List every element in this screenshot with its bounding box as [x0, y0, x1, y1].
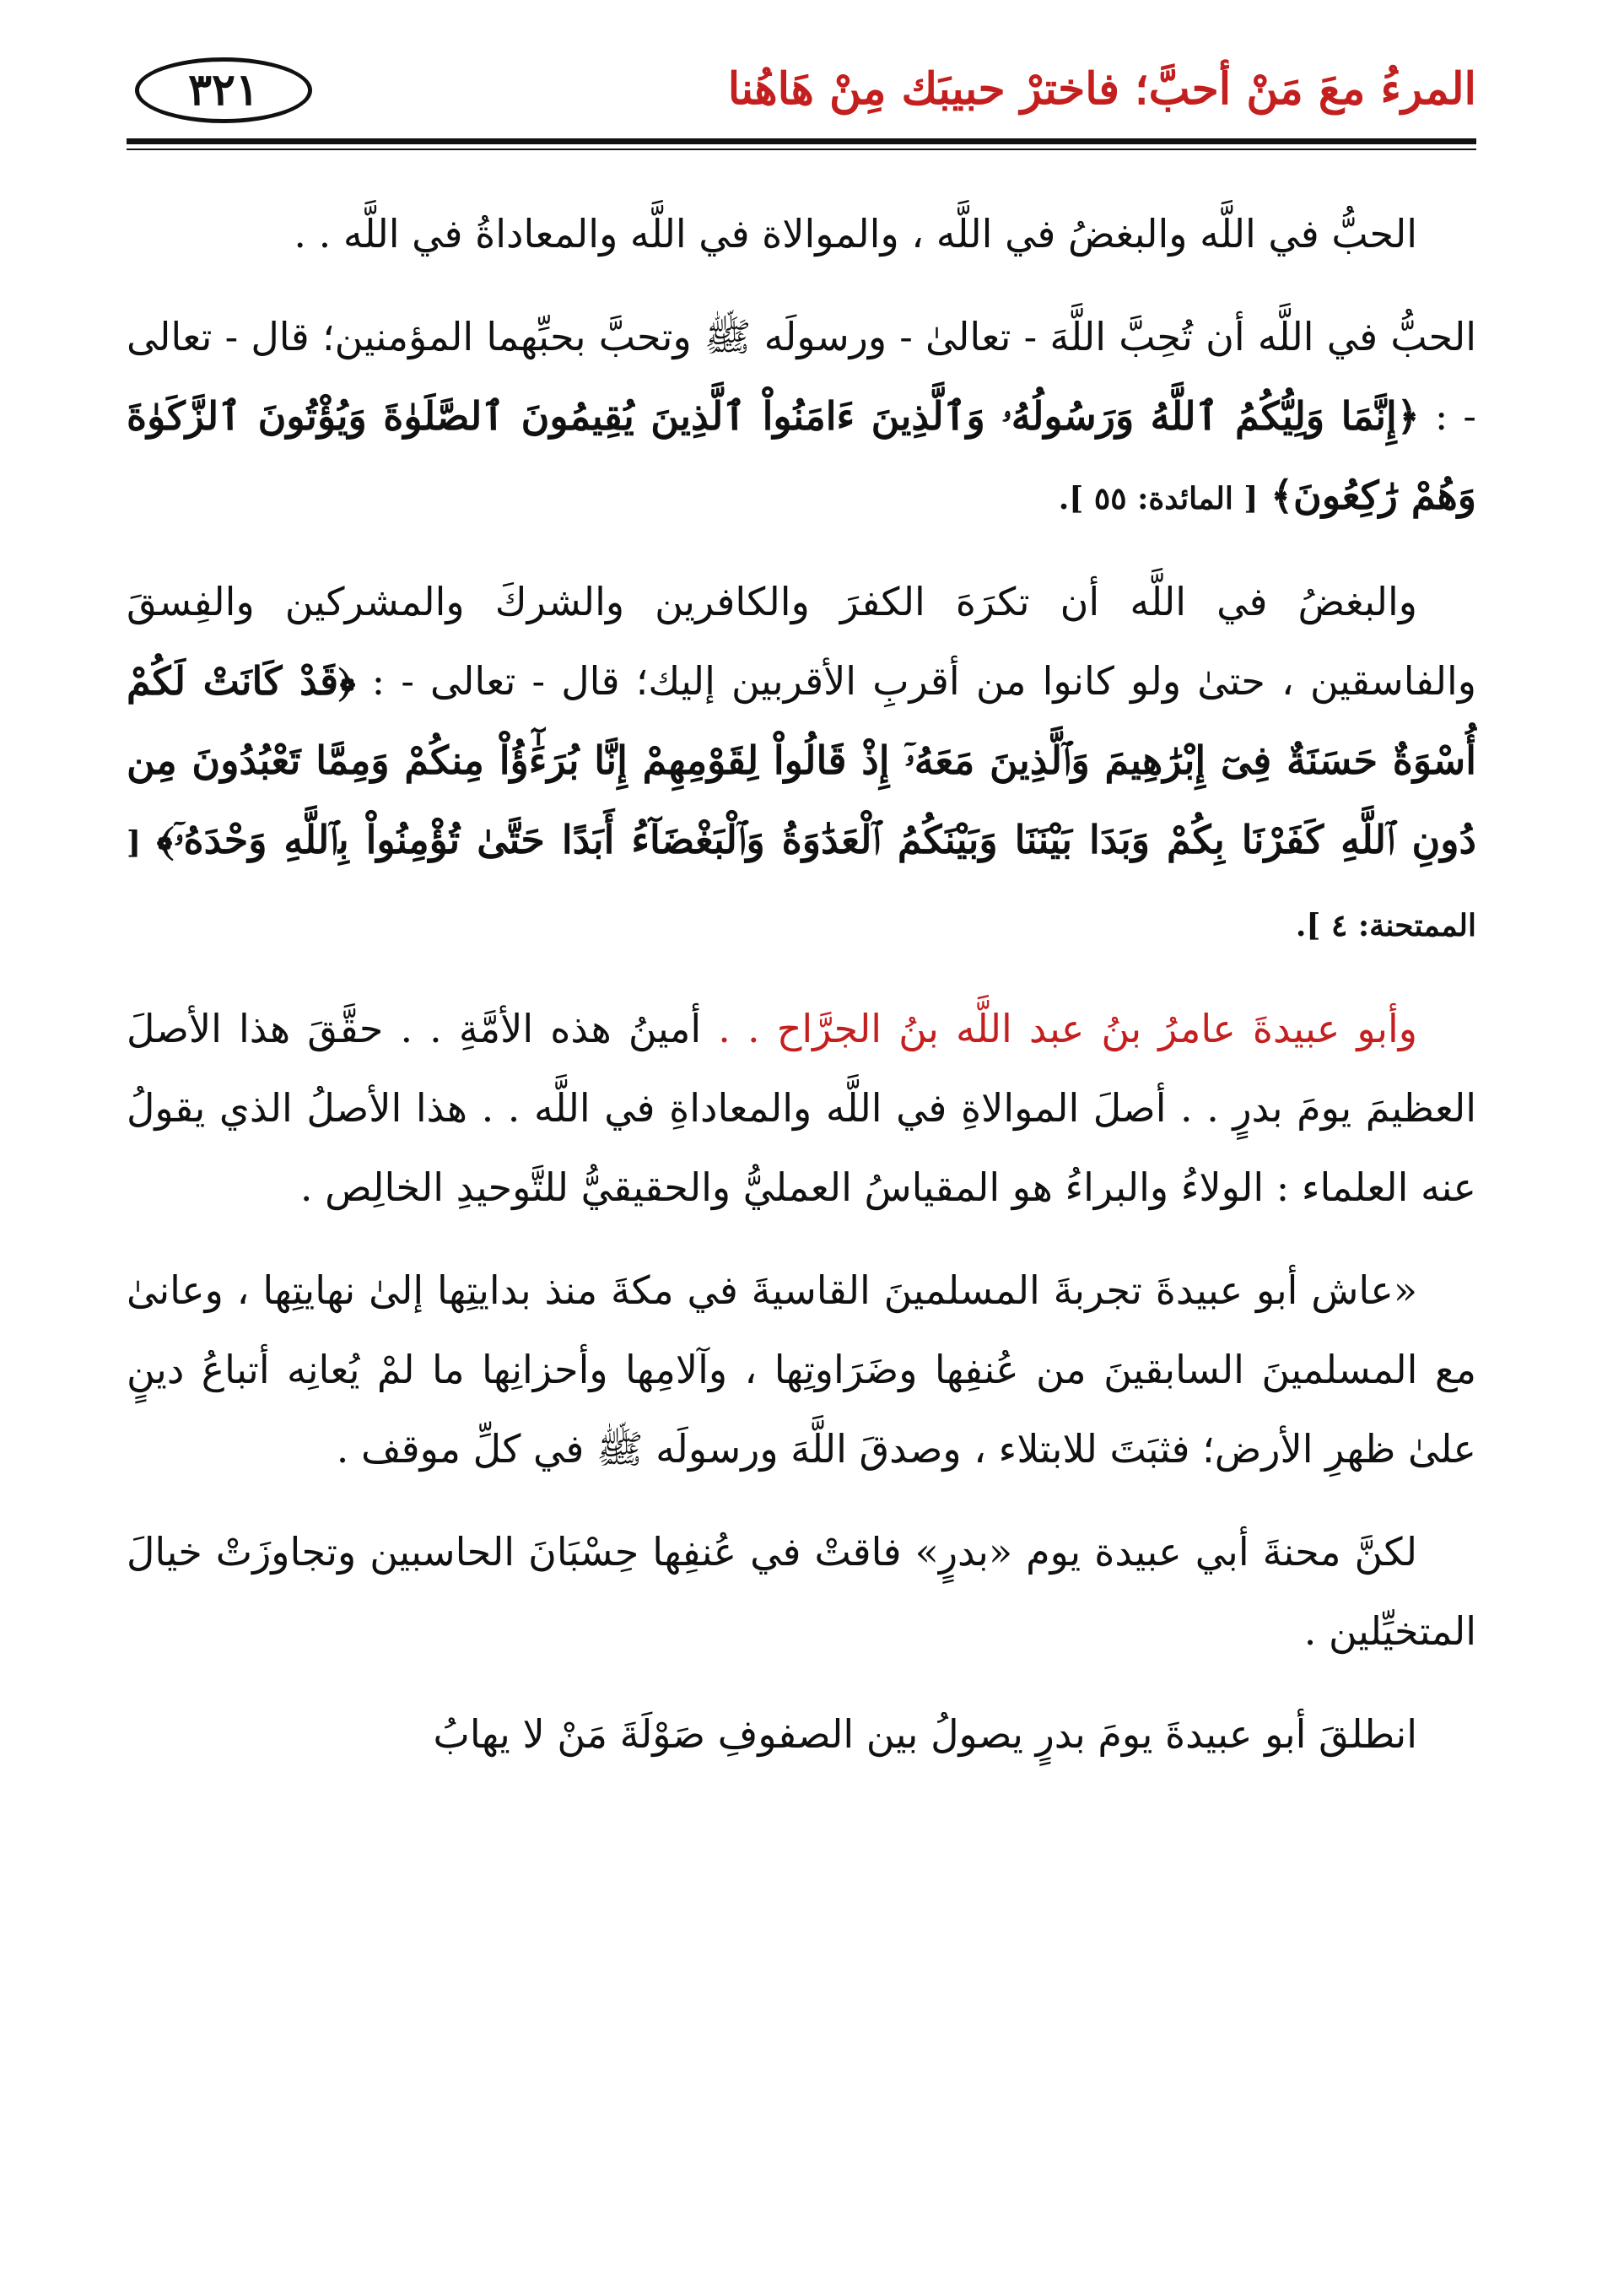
document-page [127, 51, 1476, 2261]
paragraph-6 [127, 1512, 1476, 1671]
header-rule-thin [127, 149, 1476, 150]
paragraph-7 [127, 1694, 1476, 1774]
running-title: المرءُ معَ مَنْ أحبَّ؛ فاخترْ حبيبَك مِنْ هَاهُنا [727, 63, 1476, 115]
paragraph-text: الحبُّ في اللَّه أن تُحِبَّ اللَّهَ - تعالىٰ - ورسولَه ﷺ وتحبَّ بحبِّهما المؤمنين؛ قال - تعالى - : [127, 314, 1476, 439]
highlighted-name: وأبو عبيدةَ عامرُ بنُ عبد اللَّه بنُ الجرَّاح . . [718, 1006, 1417, 1051]
paragraph-1 [127, 194, 1476, 273]
paragraph-3 [127, 562, 1476, 965]
paragraph-text: والبغضُ في اللَّه أن تكرَهَ الكفرَ والكافرين والشركَ والمشركين والفِسقَ والفاسقين ، حتىٰ ولو كانوا من أقربِ الأقربين إليك؛ قال - تعالى - : [127, 579, 1476, 704]
paragraph-text: لكنَّ محنةَ أبي عبيدة يوم «بدرٍ» فاقتْ في عُنفِها حِسْبَانَ الحاسبين وتجاوزَتْ خيالَ المتخيِّلين . [127, 1529, 1476, 1654]
paragraph-text: «عاش أبو عبيدةَ تجربةَ المسلمينَ القاسيةَ في مكةَ منذ بدايتِها إلىٰ نهايتِها ، وعانىٰ مع المسلمينَ السابقينَ من عُنفِها وضَرَاوتِها ، وآلامِها وأحزانِها ما لمْ يُعانِه أتباعُ دينٍ علىٰ ظهرِ الأرض؛ فثبَتَ للابتلاء ، وصدقَ اللَّهَ ورسولَه ﷺ في كلِّ موقف . [127, 1267, 1476, 1472]
page-body [127, 194, 1476, 1797]
verse-reference: [ الممتحنة: ٤ ]. [127, 825, 1476, 943]
page-number: ٣٢١ [135, 57, 312, 123]
verse-reference: [ المائدة: ٥٥ ]. [1058, 481, 1259, 516]
paragraph-2 [127, 297, 1476, 538]
paragraph-4 [127, 989, 1476, 1227]
paragraph-text: انطلقَ أبو عبيدةَ يومَ بدرٍ يصولُ بين الصفوفِ صَوْلَةَ مَنْ لا يهابُ [433, 1711, 1417, 1757]
page-header [127, 51, 1476, 143]
paragraph-text: الحبُّ في اللَّه والبغضُ في اللَّه ، والموالاة في اللَّه والمعاداةُ في اللَّه . . [294, 211, 1417, 257]
quran-verse: ﴿إِنَّمَا وَلِيُّكُمُ ٱللَّهُ وَرَسُولُهُۥ وَٱلَّذِينَ ءَامَنُواْ ٱلَّذِينَ يُقِيمُونَ ٱلصَّلَوٰةَ وَيُؤْتُونَ ٱلزَّكَوٰةَ وَهُمْ رَٰكِعُونَ﴾ [127, 393, 1476, 518]
header-rule-thick [127, 138, 1476, 144]
paragraph-text: أمينُ هذه الأمَّةِ . . حقَّقَ هذا الأصلَ العظيمَ يومَ بدرٍ . . أصلَ الموالاةِ في اللَّه والمعاداةِ في اللَّه . . هذا الأصلُ الذي يقولُ عنه العلماء : الولاءُ والبراءُ هو المقياسُ العمليُّ والحقيقيُّ للتَّوحيدِ الخالِص . [127, 1006, 1476, 1210]
quran-verse: ﴿قَدْ كَانَتْ لَكُمْ أُسْوَةٌ حَسَنَةٌ فِىٓ إِبْرَٰهِيمَ وَٱلَّذِينَ مَعَهُۥٓ إِذْ قَالُواْ لِقَوْمِهِمْ إِنَّا بُرَءَٰٓؤُاْ مِنكُمْ وَمِمَّا تَعْبُدُونَ مِن دُونِ ٱللَّهِ كَفَرْنَا بِكُمْ وَبَدَا بَيْنَنَا وَبَيْنَكُمُ ٱلْعَدَٰوَةُ وَٱلْبَغْضَآءُ أَبَدًا حَتَّىٰ تُؤْمِنُواْ بِٱللَّهِ وَحْدَهُۥٓ﴾ [127, 658, 1477, 862]
paragraph-5 [127, 1251, 1476, 1488]
